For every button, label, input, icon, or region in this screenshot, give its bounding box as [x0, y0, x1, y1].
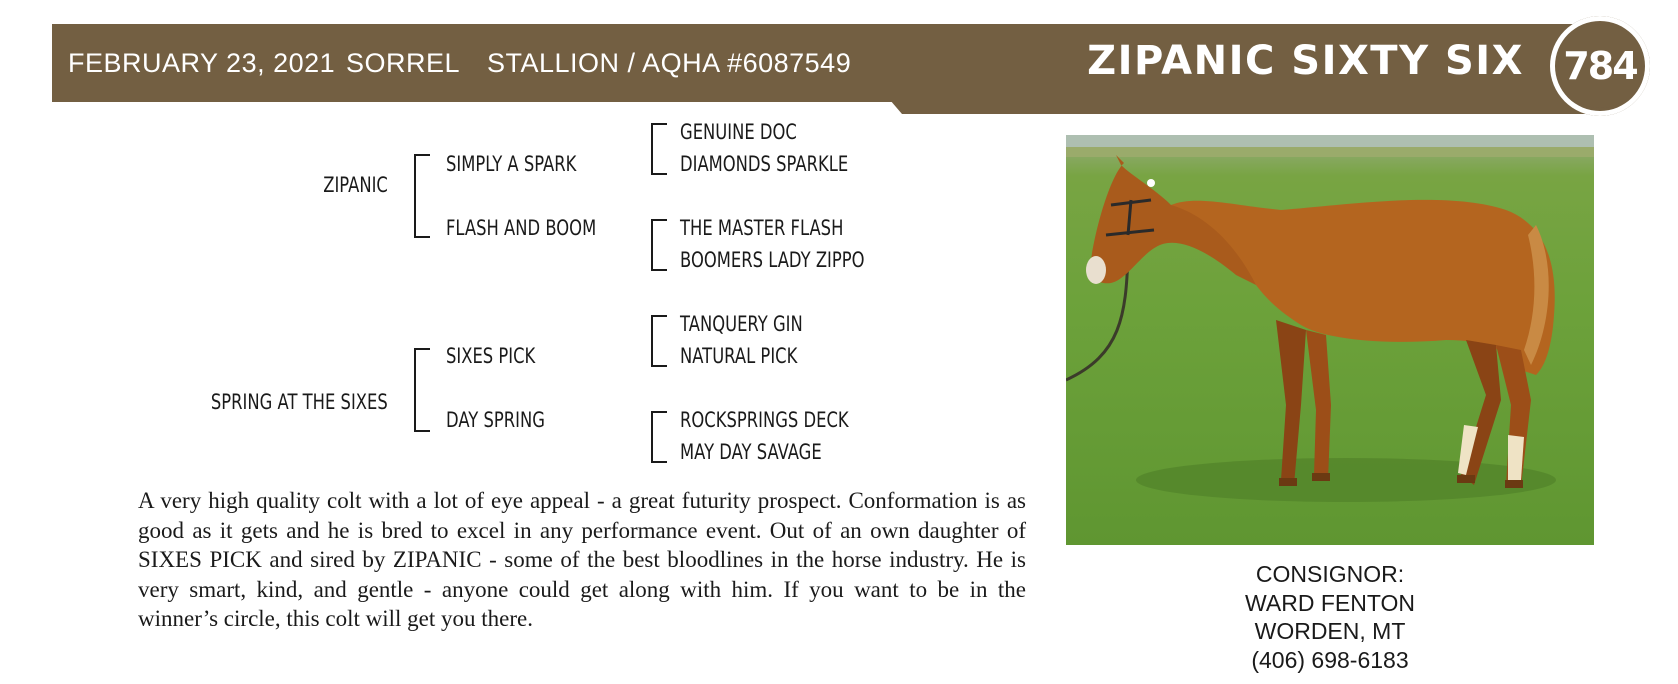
ss-bracket — [651, 123, 667, 175]
ds-dam: NATURAL PICK — [680, 344, 798, 368]
lot-number: 784 — [1563, 44, 1637, 88]
sd-sire: THE MASTER FLASH — [680, 216, 844, 240]
dd-dam: MAY DAY SAVAGE — [680, 440, 822, 464]
consignor-label: CONSIGNOR: — [1255, 561, 1405, 587]
horse-photo — [1066, 135, 1594, 545]
dam-sire: SIXES PICK — [446, 344, 536, 368]
ds-sire: TANQUERY GIN — [680, 312, 803, 336]
foaling-date: FEBRUARY 23, 2021 — [68, 48, 336, 78]
dd-sire: ROCKSPRINGS DECK — [680, 408, 849, 432]
ds-bracket — [651, 315, 667, 367]
horse-illustration — [1066, 135, 1594, 545]
dd-bracket — [651, 411, 667, 463]
horse-color: SORREL — [346, 48, 461, 78]
consignor-block — [1190, 560, 1470, 674]
horse-name: ZIPANIC SIXTY SIX — [1087, 38, 1524, 84]
sire-sire: SIMPLY A SPARK — [446, 152, 577, 176]
dam-bracket — [414, 348, 430, 432]
sire-bracket — [414, 154, 430, 238]
ss-sire: GENUINE DOC — [680, 120, 797, 144]
dam-dam: DAY SPRING — [446, 408, 545, 432]
dam: SPRING AT THE SIXES — [211, 390, 388, 414]
sd-bracket — [651, 219, 667, 271]
consignor-location: WORDEN, MT — [1254, 618, 1406, 644]
sire: ZIPANIC — [323, 173, 388, 197]
ss-dam: DIAMONDS SPARKLE — [680, 152, 849, 176]
consignor-name: WARD FENTON — [1245, 589, 1415, 616]
sd-dam: BOOMERS LADY ZIPPO — [680, 248, 865, 272]
lot-badge — [1550, 16, 1650, 116]
header-band-tab — [890, 100, 1587, 114]
consignor-phone: (406) 698-6183 — [1251, 646, 1409, 673]
description: A very high quality colt with a lot of eye appeal - a great futurity prospect. Conformation is as good as it gets and he is bred to excel in any performance event. Out of an own daughter of SIXES PICK and sired by ZIPANIC - some of the best bloodlines in the horse industry. He is very smart, kind, and gentle - anyone could get along with him. If you want to be in the winner’s circle, this colt will get you there. — [138, 488, 1026, 631]
sire-dam: FLASH AND BOOM — [446, 216, 597, 240]
registration: STALLION / AQHA #6087549 — [487, 48, 852, 78]
